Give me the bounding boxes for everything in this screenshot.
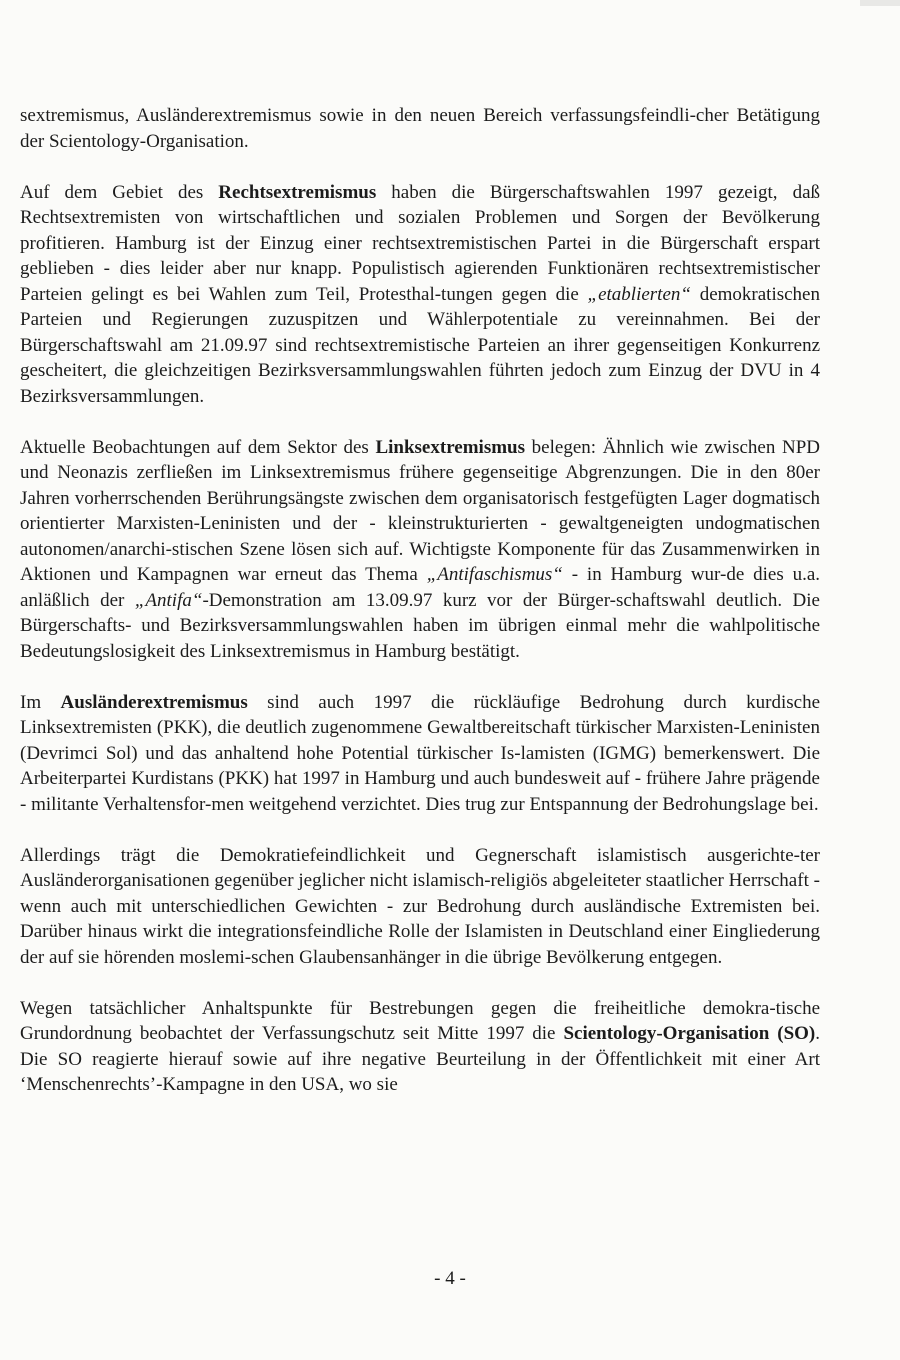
text-run: . Die SO reagierte hierauf sowie auf ihre negative Beurteilung in der Öffentlichkeit mit einer Art ‘Menschenrechts’-Kampagne in den USA, wo sie xyxy=(20,1023,820,1095)
text-run: sind auch 1997 die rückläufige Bedrohung durch kurdische Linksextremisten (PKK), die deutlich zugenommene Gewaltbereitschaft türkischer Marxisten-Leninisten (Devrimci Sol) und das anhaltend hohe Potential türkischer Is-lamisten (IGMG) bemerkenswert. Die Arbeiterpartei Kurdistans (PKK) hat 1997 in Hamburg und auch bundesweit auf - frühere Jahre prägende - militante Verhaltensfor-men weitgehend verzichtet. Dies trug zur Entspannung der Bedrohungslage bei. xyxy=(20,691,821,815)
bold-term: Scientology-Organisation (SO) xyxy=(563,1023,816,1044)
paragraph-3 xyxy=(20,690,820,818)
text-run: demokratischen Parteien und Regierungen zuzuspitzen und Wählerpotentiale zu vereinnahmen. Bei der Bürgerschaftswahl am 21.09.97 sind rechtsextremistische Parteien an ihrer gegenseitigen Konkurrenz gescheitert, die gleichzeitigen Bezirksversammlungswahlen führten jedoch zum Einzug der DVU in 4 Bezirksversammlungen. xyxy=(20,283,820,407)
bold-term: Linksextremismus xyxy=(375,436,526,458)
paragraph-2 xyxy=(20,435,820,665)
paragraph-0 xyxy=(20,103,820,154)
paragraph-4 xyxy=(20,843,820,971)
page-number: - 4 - xyxy=(434,1268,466,1289)
italic-term: „Antifa“ xyxy=(134,589,203,611)
text-run: Wegen tatsächlicher Anhaltspunkte für Bestrebungen gegen die freiheitliche demokra-tische Grundordnung beobachtet der Verfassungschutz seit Mitte 1997 die xyxy=(20,997,820,1044)
text-run: sextremismus, Ausländerextremismus sowie in den neuen Bereich verfassungsfeindli-cher Betätigung der Scientology-Organisation. xyxy=(20,105,820,152)
text-run: Allerdings trägt die Demokratiefeindlichkeit und Gegnerschaft islamistisch ausgerichte-ter Ausländerorganisationen gegenüber jeglicher nicht islamisch-religiös abgeleiteter staatlicher Herrschaft - wenn auch mit unterschiedlichen Gewichten - zur Bedrohung durch ausländische Extremisten bei. Darüber hinaus wirkt die integrationsfeindliche Rolle der Islamisten in Deutschland einer Eingliederung der auf sie hörenden moslemi-schen Glaubensanhänger in die übrige Bevölkerung entgegen. xyxy=(20,844,820,968)
body-text xyxy=(20,103,820,1123)
text-run: belegen: Ähnlich wie zwischen NPD und Neonazis zerfließen im Linksextremismus frühere gegenseitige Abgrenzungen. Die in den 80er Jahren vorherrschenden Berührungsängste zwischen dem organisatorisch festgefügten Lager dogmatisch orientierter Marxisten-Leninisten und der - kleinstrukturierten - gewaltgeneigten undogmatischen autonomen/anarchi-stischen Szene lösen sich auf. Wichtigste Komponente für das Zusammenwirken in Aktionen und Kampagnen war erneut das Thema xyxy=(20,436,820,585)
text-run: -Demonstration am 13.09.97 kurz vor der Bürger-schaftswahl deutlich. Die Bürgerschafts- und Bezirksversammlungswahlen haben im übrigen einmal mehr die wahlpolitische Bedeutungslosigkeit des Linksextremismus in Hamburg bestätigt. xyxy=(20,589,820,662)
text-run: - in Hamburg wur-de dies u.a. anläßlich der xyxy=(20,564,821,611)
scan-corner-mark xyxy=(860,0,900,6)
bold-term: Rechtsextremismus xyxy=(218,181,377,203)
text-run: Auf dem Gebiet des xyxy=(20,181,219,203)
italic-term: „etablierten“ xyxy=(587,283,691,305)
paragraph-1 xyxy=(20,180,820,410)
text-run: Aktuelle Beobachtungen auf dem Sektor des xyxy=(20,436,376,458)
paragraph-5 xyxy=(20,996,820,1098)
text-run: Im xyxy=(20,691,61,713)
bold-term: Ausländerextremismus xyxy=(60,691,248,713)
text-run: haben die Bürgerschaftswahlen 1997 gezeigt, daß Rechtsextremisten von wirtschaftlichen und sozialen Problemen und Sorgen der Bevölkerung profitieren. Hamburg ist der Einzug einer rechtsextremistischen Partei in die Bürgerschaft erspart geblieben - dies leider aber nur knapp. Populistisch agierenden Funktionären rechtsextremistischer Parteien gelingt es bei Wahlen zum Teil, Protesthal-tungen gegen die xyxy=(20,181,820,305)
italic-term: „Antifaschismus“ xyxy=(426,564,563,585)
